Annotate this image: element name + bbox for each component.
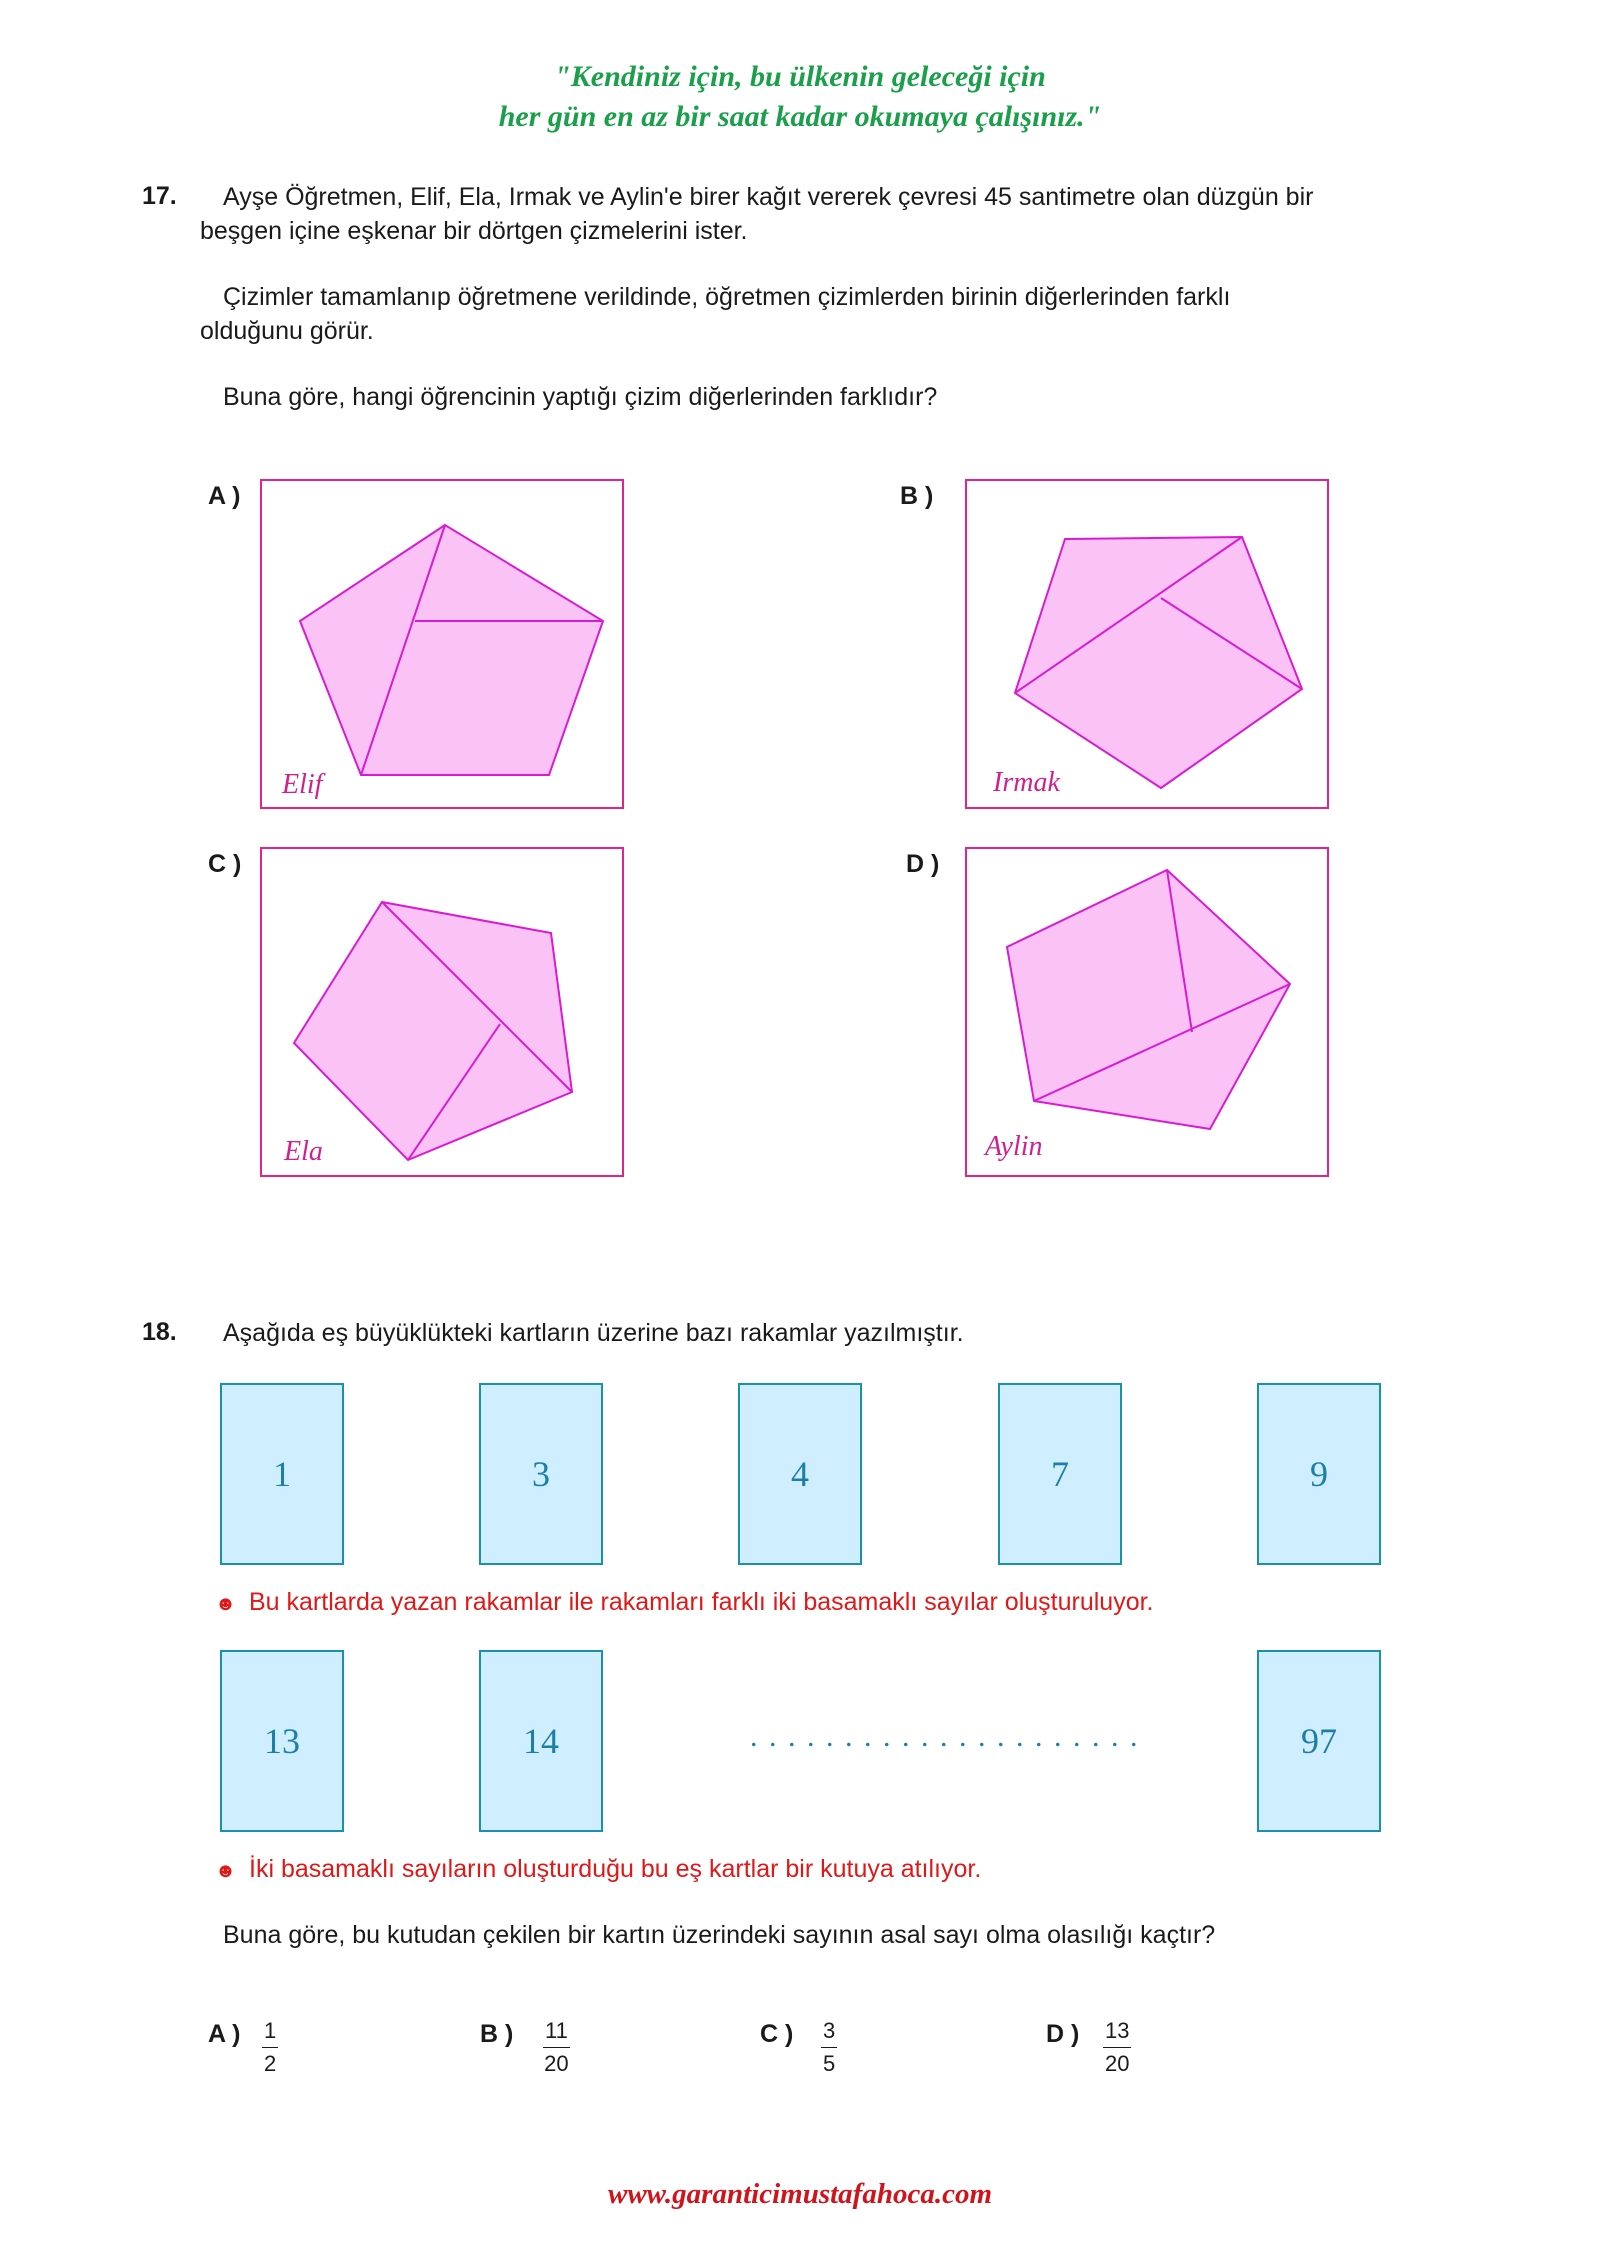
question-17-number: 17. [142, 182, 177, 210]
number-card: 14 [479, 1650, 603, 1832]
q17-question: Buna göre, hangi öğrencinin yaptığı çizim diğerlerinden farklıdır? [223, 383, 938, 411]
digit-card: 9 [1257, 1383, 1381, 1565]
student-name-ela: Ela [284, 1136, 323, 1167]
fraction-numerator: 3 [821, 2018, 837, 2048]
fraction-numerator: 11 [543, 2018, 570, 2048]
q17-text-line-3: Çizimler tamamlanıp öğretmene verildinde, öğretmen çizimlerden birinin diğerlerinden farklı [223, 283, 1231, 311]
q17-option-a-label[interactable]: A ) [208, 482, 241, 510]
q18-note-2-text: İki basamaklı sayıların oluşturduğu bu eş kartlar bir kutuya atılıyor. [249, 1855, 982, 1883]
pentagon-rhombus-drawing-ela [262, 849, 626, 1179]
fraction-denominator: 20 [544, 2051, 569, 2076]
fraction-numerator: 1 [262, 2018, 278, 2048]
q18-option-c-label[interactable]: C ) [760, 2020, 794, 2048]
q18-note-1 [215, 1588, 1154, 1617]
q17-figure-c[interactable] [260, 847, 624, 1177]
fraction-denominator: 20 [1105, 2051, 1130, 2076]
smiley-bullet-icon: ☻ [215, 1860, 237, 1882]
digit-card: 4 [738, 1383, 862, 1565]
smiley-bullet-icon: ☻ [215, 1593, 237, 1615]
question-18-number: 18. [142, 1318, 177, 1346]
number-card: 13 [220, 1650, 344, 1832]
q18-note-2 [215, 1855, 981, 1884]
q17-text-line-4: olduğunu görür. [200, 317, 374, 345]
q17-text-line-1: Ayşe Öğretmen, Elif, Ela, Irmak ve Aylin'e birer kağıt vererek çevresi 45 santimetre olan düzgün bir [223, 183, 1314, 211]
q17-text-line-2: beşgen içine eşkenar bir dörtgen çizmelerini ister. [200, 217, 748, 245]
number-card: 97 [1257, 1650, 1381, 1832]
fraction-numerator: 13 [1103, 2018, 1131, 2048]
q18-question: Buna göre, bu kutudan çekilen bir kartın üzerindeki sayının asal sayı olma olasılığı kaçtır? [223, 1921, 1216, 1949]
student-name-elif: Elif [282, 769, 323, 800]
student-name-irmak: Irmak [993, 767, 1060, 798]
digit-card: 1 [220, 1383, 344, 1565]
fraction-denominator: 5 [823, 2051, 836, 2076]
q18-option-a-fraction[interactable] [262, 2018, 278, 2077]
digit-card: 7 [998, 1383, 1122, 1565]
student-name-aylin: Aylin [985, 1131, 1043, 1162]
motto-line-2: her gün en az bir saat kadar okumaya çalışınız." [498, 100, 1102, 133]
q17-figure-d[interactable] [965, 847, 1329, 1177]
q18-option-a-label[interactable]: A ) [208, 2020, 241, 2048]
q17-option-d-label[interactable]: D ) [906, 850, 940, 878]
motto-line-1: "Kendiniz için, bu ülkenin geleceği için [554, 60, 1046, 93]
q17-figure-b[interactable] [965, 479, 1329, 809]
digit-card: 3 [479, 1383, 603, 1565]
q18-intro: Aşağıda eş büyüklükteki kartların üzerine bazı rakamlar yazılmıştır. [223, 1319, 964, 1347]
pentagon-rhombus-drawing-irmak [967, 481, 1331, 811]
q18-option-c-fraction[interactable] [821, 2018, 837, 2077]
q18-option-d-label[interactable]: D ) [1046, 2020, 1080, 2048]
q18-note-1-text: Bu kartlarda yazan rakamlar ile rakamları farklı iki basamaklı sayılar oluşturuluyor. [249, 1588, 1154, 1616]
ellipsis-dots: . . . . . . . . . . . . . . . . . . . . . [750, 1720, 1140, 1753]
q17-option-b-label[interactable]: B ) [900, 482, 934, 510]
fraction-denominator: 2 [264, 2051, 277, 2076]
footer-website[interactable]: www.garanticimustafahoca.com [607, 2178, 993, 2210]
q18-option-b-fraction[interactable] [543, 2018, 570, 2077]
q17-option-c-label[interactable]: C ) [208, 850, 242, 878]
q17-figure-a[interactable] [260, 479, 624, 809]
pentagon-rhombus-drawing-elif [262, 481, 626, 811]
pentagon-rhombus-drawing-aylin [967, 849, 1331, 1179]
q18-option-b-label[interactable]: B ) [480, 2020, 514, 2048]
q18-option-d-fraction[interactable] [1103, 2018, 1131, 2077]
